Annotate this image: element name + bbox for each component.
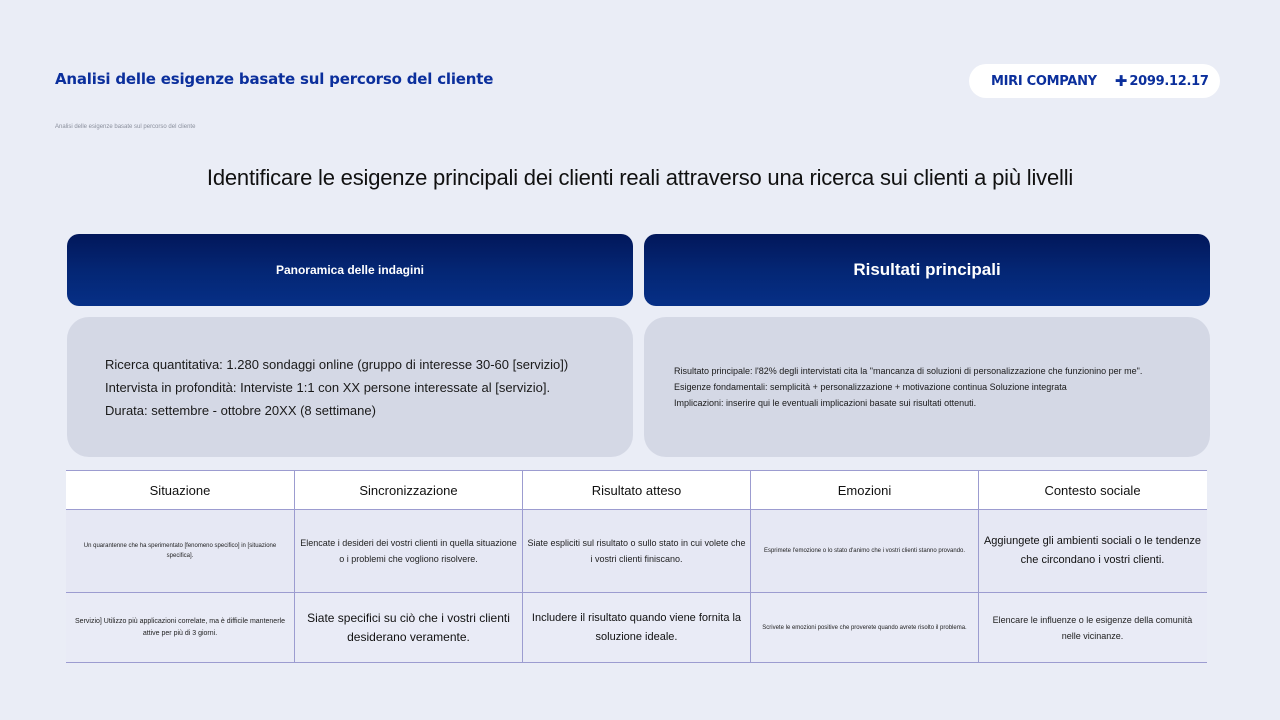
column-header-situazione: Situazione (149, 482, 211, 498)
results-line: Risultato principale: l'82% degli intervistati cita la "mancanza di soluzioni di personalizzazione che funzionino per me". (674, 366, 1143, 376)
table-cell (522, 510, 750, 592)
plus-icon: ✚ (1114, 72, 1128, 90)
journey-table (66, 470, 1207, 663)
main-title: Identificare le esigenze principali dei clienti reali attraverso una ricerca sui clienti a più livelli (206, 165, 1074, 190)
table-cell (750, 510, 978, 592)
overview-line: Intervista in profondità: Interviste 1:1 con XX persone interessate al [servizio]. (105, 379, 551, 395)
cell-text: Siate espliciti sul risultato o sullo stato in cui volete che i vostri clienti finiscano. (527, 538, 746, 564)
results-line: Esigenze fondamentali: semplicità + personalizzazione + motivazione continua Soluzione integrata (674, 382, 1067, 392)
card-title: Panoramica delle indagini (275, 263, 425, 277)
card-body-results (644, 317, 1210, 457)
table-row (66, 592, 1207, 662)
overview-line: Durata: settembre - ottobre 20XX (8 settimane) (105, 402, 376, 418)
table-cell (522, 593, 750, 662)
table-header-row (66, 471, 1207, 509)
header-subtitle: Analisi delle esigenze basate sul percorso del cliente (55, 124, 196, 130)
cell-text: Elencare le influenze o le esigenze della comunità nelle vicinanze. (992, 614, 1193, 641)
date-label: 2099.12.17 (1129, 73, 1209, 89)
table-cell (66, 510, 294, 592)
column-header-emozioni: Emozioni (750, 471, 978, 509)
table-cell (66, 593, 294, 662)
table-cell (978, 510, 1206, 592)
cell-text: Un quarantenne che ha sperimentato [fenomeno specifico] in [situazione specifica]. (83, 543, 277, 559)
card-header-overview (67, 234, 633, 306)
card-title: Risultati principali (853, 260, 1001, 279)
cell-text: Includere il risultato quando viene fornita la soluzione ideale. (531, 611, 742, 643)
table-cell (294, 510, 522, 592)
company-date-badge (969, 64, 1220, 98)
column-header-sincronizzazione: Sincronizzazione (294, 471, 522, 509)
overview-line: Ricerca quantitativa: 1.280 sondaggi online (gruppo di interesse 30-60 [servizio]) (105, 356, 569, 372)
cell-text: Siate specifici su ciò che i vostri clienti desiderano veramente. (307, 610, 510, 644)
column-header-contesto-sociale: Contesto sociale (978, 471, 1206, 509)
column-header-risultato-atteso: Risultato atteso (522, 471, 750, 509)
table-cell (978, 593, 1206, 662)
cell-text: Esprimete l'emozione o lo stato d'animo che i vostri clienti stanno provando. (763, 548, 966, 554)
company-name: MIRI COMPANY (991, 73, 1097, 89)
table-cell (750, 593, 978, 662)
table-row (66, 509, 1207, 592)
header-title: Analisi delle esigenze basate sul percorso del cliente (55, 70, 494, 88)
card-body-overview (67, 317, 633, 457)
table-cell (294, 593, 522, 662)
cell-text: Servizio] Utilizzo più applicazioni correlate, ma è difficile mantenerle attive per più di 3 giorni. (75, 617, 285, 637)
results-line: Implicazioni: inserire qui le eventuali implicazioni basate sui risultati ottenuti. (674, 398, 977, 408)
cell-text: Scrivete le emozioni positive che proverete quando avrete risolto il problema. (762, 624, 967, 631)
cell-text: Elencate i desideri dei vostri clienti in quella situazione o i problemi che vogliono risolvere. (300, 538, 517, 564)
card-header-results (644, 234, 1210, 306)
cell-text: Aggiungete gli ambienti sociali o le tendenze che circondano i vostri clienti. (983, 535, 1202, 566)
